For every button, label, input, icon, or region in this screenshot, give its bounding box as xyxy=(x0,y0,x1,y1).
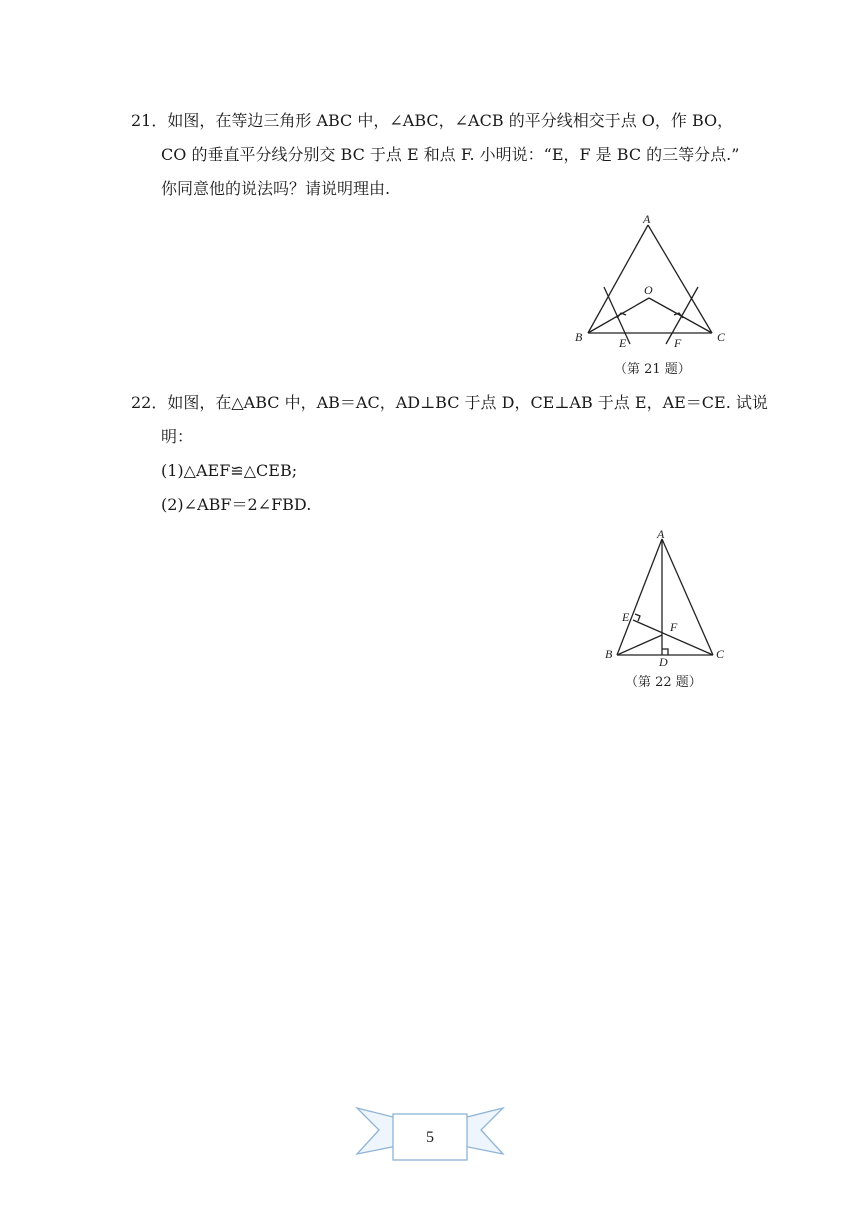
figure-22 xyxy=(595,525,735,695)
label-f: F xyxy=(670,620,678,634)
figure-21 xyxy=(570,210,735,382)
label-a: A xyxy=(657,527,665,541)
label-f: F xyxy=(674,336,682,350)
q22-part-2: (2)∠ABF＝2∠FBD. xyxy=(161,495,312,514)
label-b: B xyxy=(575,330,583,344)
q22-line-2: 明： xyxy=(161,427,194,446)
figure-21-caption: （第 21 题） xyxy=(614,362,691,377)
label-o: O xyxy=(644,283,653,297)
page-number: 5 xyxy=(426,1129,434,1146)
q22-part-1: (1)△AEF≌△CEB; xyxy=(161,461,298,480)
right-angle-mark-bo xyxy=(617,313,626,318)
right-angle-mark-e xyxy=(635,614,640,621)
label-a: A xyxy=(643,212,651,226)
figure-22-caption: （第 22 题） xyxy=(625,675,702,690)
q21-line-1: 21．如图，在等边三角形 ABC 中，∠ABC，∠ACB 的平分线相交于点 O，作 BO， xyxy=(131,111,734,130)
q22-line-1: 22．如图，在△ABC 中，AB＝AC，AD⊥BC 于点 D，CE⊥AB 于点 E，AE＝CE. 试说 xyxy=(131,393,768,412)
side-ac xyxy=(662,539,713,655)
right-angle-mark-co xyxy=(674,313,683,318)
q21-line-2: CO 的垂直平分线分别交 BC 于点 E 和点 F. 小明说：“E，F 是 BC 的三等分点.” xyxy=(161,145,740,164)
label-e: E xyxy=(622,610,630,624)
side-ac xyxy=(648,225,712,333)
label-d: D xyxy=(659,655,668,669)
label-e: E xyxy=(619,336,627,350)
label-c: C xyxy=(716,647,725,661)
q21-line-3: 你同意他的说法吗？请说明理由. xyxy=(161,179,391,198)
perp-bisector-co xyxy=(666,287,698,344)
label-c: C xyxy=(717,330,726,344)
label-b: B xyxy=(605,647,613,661)
page-number-ribbon xyxy=(355,1104,505,1166)
